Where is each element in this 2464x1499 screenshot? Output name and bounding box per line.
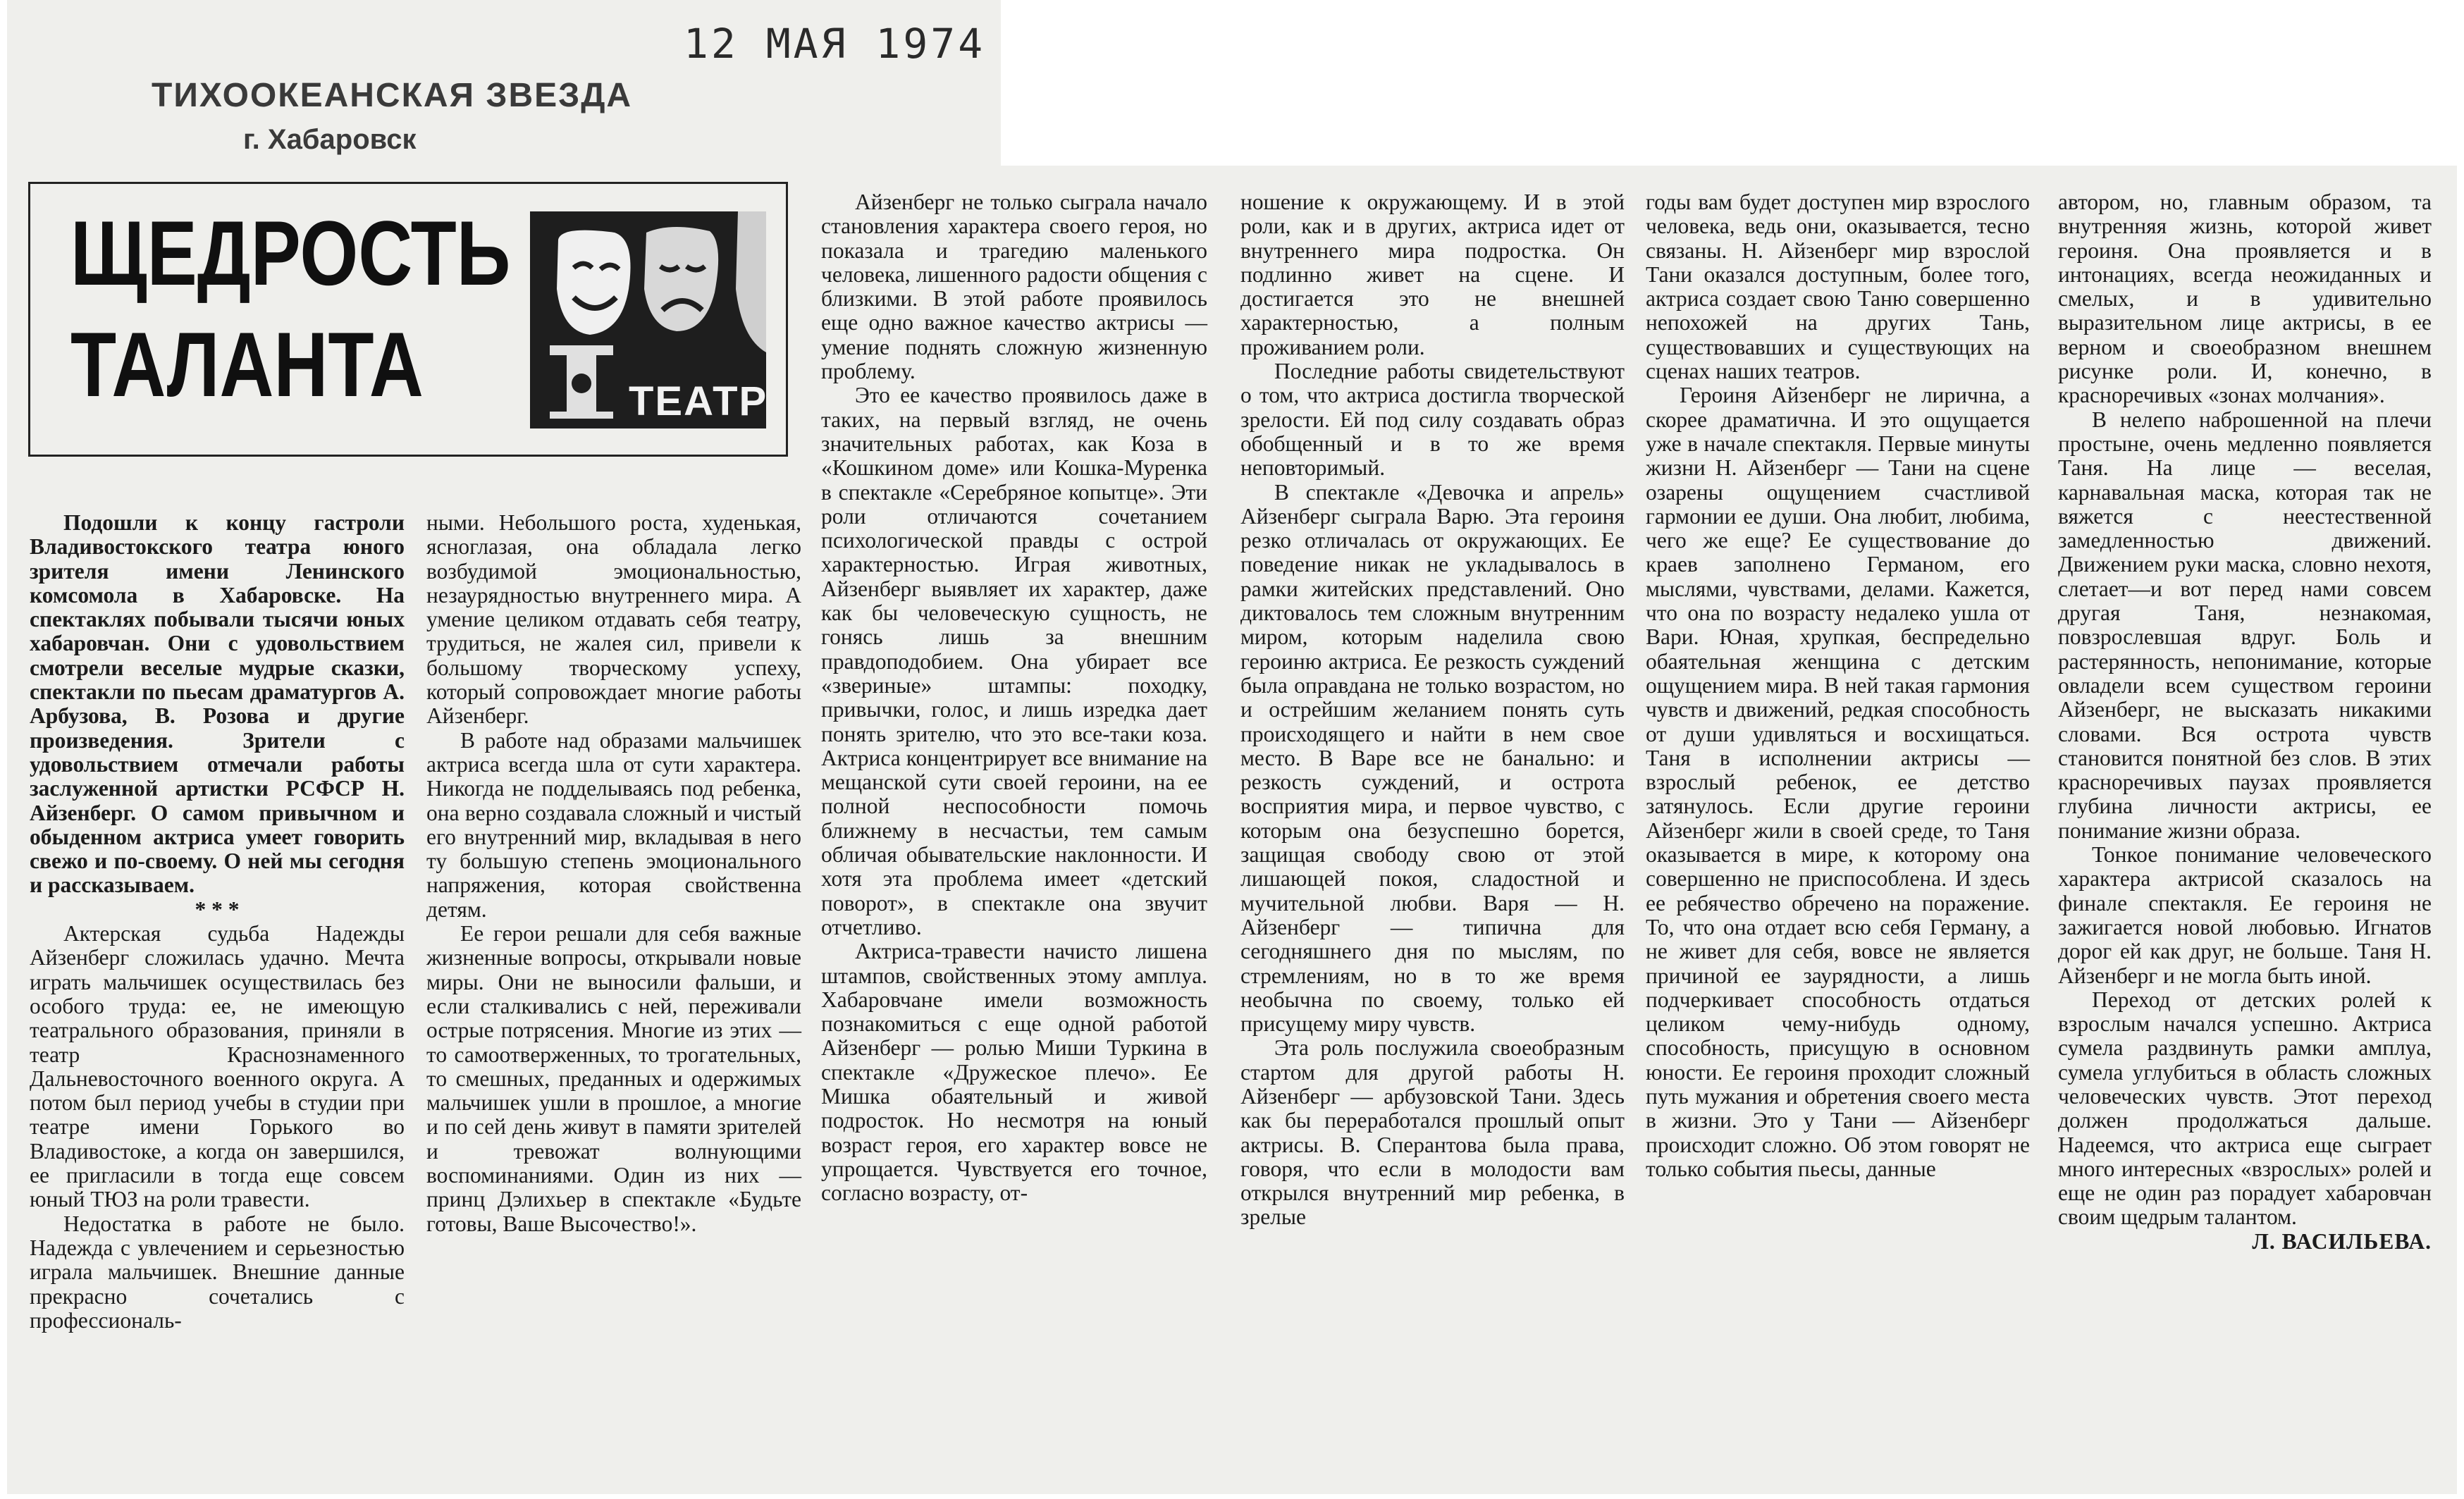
article-column-1 — [30, 511, 405, 1333]
article-column-5 — [1646, 190, 2030, 1181]
paragraph: В нелепо наброшенной на плечи простыне, очень медленно появляется Таня. На лице — веселая, карнавальная маска, которая так не вяжется с неестественной замедленностью движений. Движением руки маска, словно нехотя, слетает—и вот перед нами совсем другая Таня, незнакомая, повзрослевшая вдруг. Боль и растерянность, непонимание, которые овладели всем существом героини Айзенберг, не высказать никакими словами. Вся острота чувств становится понятной без слов. В этих красноречивых паузах проявляется глубина личности актрисы, ее понимание жизни образа. — [2058, 407, 2432, 843]
paragraph: Недостатка в работе не было. Надежда с увлечением и серьезностью играла мальчишек. Внешние данные прекрасно сочетались с профессиональ- — [30, 1211, 405, 1333]
paragraph: Это ее качество проявилось даже в таких, на первый взгляд, не очень значительных работах, как Коза в «Кошкином доме» или Кошка-Муренка в спектакле «Серебряное копытце». Эти роли отличаются сочетанием психологической правды с острой характерностью. Играя животных, Айзенберг выявляет их характер, даже как бы человеческую сущность, не гонясь лишь за внешним правдоподобием. Она убирает все «звериные» штампы: походку, привычки, голос, и лишь изредка дает понять зрителю, что это все-таки коза. Актриса концентрирует все внимание на мещанской сути своей героини, на ее полной неспособности помочь ближнему в несчастьи, тем самым обличая обывательские наклонности. И хотя эта проблема имеет «детский поворот», в спектакле она звучит отчетливо. — [821, 383, 1207, 939]
article-column-2 — [426, 511, 801, 1236]
article-column-6 — [2058, 190, 2432, 1254]
article-column-3 — [821, 190, 1207, 1205]
headline-line-2: ТАЛАНТА — [70, 313, 424, 416]
headline-line-1: ЩЕДРОСТЬ — [70, 202, 511, 304]
paragraph: Ее герои решали для себя важные жизненные вопросы, открывали новые миры. Они не выносили фальши, и если сталкивались с ней, переживали острые потрясения. Многие из этих — то самоотверженных, то трогательных, то смешных, преданных и одержимых мальчишек ушли в прошлое, а многие и по сей день живут в памяти зрителей и тревожат волнующими воспоминаниями. Один из них — принц Дэлихьер в спектакле «Будьте готовы, Ваше Высочество!». — [426, 921, 801, 1236]
paragraph: Тонкое понимание человеческого характера актрисой сказалось на финале спектакля. Ее героиня не зажигается новой любовью. Игнатов дорог ей как друг, не больше. Таня Н. Айзенберг и не могла быть иной. — [2058, 842, 2432, 988]
paragraph: ношение к окружающему. И в этой роли, как и в других, актриса идет от внутреннего мира подростка. Он подлинно живет на сцене. И достигается это не внешней характерностью, а полным проживанием роли. — [1240, 190, 1625, 359]
paragraph: Героиня Айзенберг не лирична, а скорее драматична. И это ощущается уже в начале спектакля. Первые минуты жизни Н. Айзенберг — Тани на сцене озарены ощущением счастливой гармонии ее души. Она любит, любима, чего же еще? Ее существование до краев заполнено Германом, его мыслями, чувствами, делами. Кажется, что она по возрасту недалеко ушла от Вари. Юная, хрупкая, беспредельно обаятельная женщина с детским ощущением мира. В ней такая гармония чувств и движений, редкая способность от души удивляться и восхищаться. Таня в исполнении актрисы — взрослый ребенок, ее детство затянулось. Если другие героини Айзенберг жили в своей среде, то Таня оказывается в мире, к которому она совершенно не приспособлена. И здесь ее ребячество обречено на поражение. То, что она отдает всю себя Герману, а не живет для себя, вовсе не является причиной ее заурядности, а лишь подчеркивает способность отдаться целиком чему-нибудь одному, способность, присущую в основном юности. Ее героиня проходит сложный путь мужания и обретения своего места в жизни. Это у Тани — Айзенберг происходит сложно. Об этом говорят не только события пьесы, данные — [1646, 383, 2030, 1181]
paragraph: Актерская судьба Надежды Айзенберг сложилась удачно. Мечта играть мальчишек осуществилась без особого труда: ее, не имеющую театрального образования, приняли в театр Краснознаменного Дальневосточного военного округа. А потом был период учебы в студии при театре имени Горького во Владивостоке, а когда он завершился, ее пригласили в тогда еще совсем юный ТЮЗ на роли травести. — [30, 921, 405, 1212]
paragraph: автором, но, главным образом, та внутренняя жизнь, которой живет героиня. Она проявляется и в интонациях, всегда неожиданных и смелых, и в удивительно выразительном лице актрисы, в ее верном и своеобразном внешнем рисунке роли. И, конечно, в красноречивых «зонах молчания». — [2058, 190, 2432, 408]
newspaper-name: ТИХООКЕАНСКАЯ ЗВЕЗДА — [152, 77, 633, 114]
paragraph: годы вам будет доступен мир взрослого человека, ведь они, оказывается, тесно связаны. Н. Айзенберг мир взрослой Тани оказался доступным, более того, актриса создает свою Таню совершенно непохожей на других Тань, существовавших и существующих на сценах наших театров. — [1646, 190, 2030, 384]
theater-logo — [530, 211, 766, 428]
author-signature: Л. ВАСИЛЬЕВА. — [2252, 1228, 2432, 1254]
date-stamp: 12 МАЯ 1974 — [684, 20, 986, 68]
article-column-4 — [1240, 190, 1625, 1230]
newspaper-city: г. Хабаровск — [243, 124, 417, 155]
paragraph: В работе над образами мальчишек актриса всегда шла от сути характера. Никогда не подделываясь под ребенка, она верно создавала сложный и чистый его внутренний мир, вкладывая в него ту большую степень эмоционального напряжения, которая свойственна детям. — [426, 727, 801, 922]
paragraph: ными. Небольшого роста, худенькая, ясноглазая, она обладала легко возбудимой эмоциональностью, незаурядностью внутреннего мира. А умение целиком отдавать себя театру, трудиться, не жалея сил, привели к большому творческому успеху, который сопровождает многие работы Айзенберг. — [426, 510, 801, 729]
section-divider: * * * — [195, 896, 240, 922]
paragraph: Последние работы свидетельствуют о том, что актриса достигла творческой зрелости. Ей под силу создавать образ обобщенный и в то же время неповторимый. — [1240, 359, 1625, 481]
paragraph: Актриса-травести начисто лишена штампов, свойственных этому амплуа. Хабаровчане имели возможность познакомиться с еще одной работой Айзенберг — ролью Миши Туркина в спектакле «Дружеское плечо». Ее Мишка обаятельный и живой подросток. Но несмотря на юный возраст героя, его характер вовсе не упрощается. Чувствуется его точное, согласно возрасту, от- — [821, 939, 1207, 1206]
paragraph: Переход от детских ролей к взрослым начался успешно. Актриса сумела раздвинуть рамки амплуа, сумела углубиться в область сложных человеческих чувств. Этот переход должен продолжаться дальше. Надеемся, что актриса еще сыграет много интересных «взрослых» ролей и еще не один раз порадует хабаровчан своим щедрым талантом. — [2058, 987, 2432, 1230]
paragraph: Айзенберг не только сыграла начало становления характера своего героя, но показала и трагедию маленького человека, лишенного радости общения с близкими. В этой работе проявилось еще одно важное качество актрисы — умение поднять сложную жизненную проблему. — [821, 190, 1207, 384]
paragraph: В спектакле «Девочка и апрель» Айзенберг сыграла Варю. Эта героиня резко отличалась от окружающих. Ее поведение никак не укладывалось в рамки житейских представлений. Оно диктовалось тем сложным внутренним миром, которым наделила свою героиню актриса. Ее резкость суждений была оправдана не только возрастом, но и острейшим желанием понять суть происходящего и найти в нем свое место. В Варе все не банально: и резкость суждений, и острота восприятия мира, и первое чувство, с которым она безуспешно борется, защищая свободу свою от этой лишающей покоя, сладостной и мучительной любви. Варя — Н. Айзенберг — типична для сегодняшнего дня по мыслям, по стремлениям, но в то же время необычна по своему, только ей присущему миру чувств. — [1240, 479, 1625, 1037]
headline — [70, 197, 510, 420]
article-lead: Подошли к концу гастроли Владивостокского театра юного зрителя имени Ленинского комсомола в Хабаровске. На спектаклях побывали тысячи юных хабаровчан. Они с удовольствием смотрели веселые мудрые сказки, спектакли по пьесам драматургов А. Арбузова, В. Розова и другие произведения. Зрители с удовольствием отмечали работы заслуженной артистки РСФСР Н. Айзенберг. О самом привычном и обыденном актриса умеет говорить свежо и по-своему. О ней мы сегодня и рассказываем. — [30, 510, 405, 898]
paragraph: Эта роль послужила своеобразным стартом для другой работы Н. Айзенберг — арбузовской Тани. Здесь как бы переработался прошлый опыт актрисы. В. Сперантова была права, говоря, что если в молодости вам открылся внутренний мир ребенка, в зрелые — [1240, 1035, 1625, 1230]
theater-logo-label: ТЕАТР — [629, 378, 768, 424]
